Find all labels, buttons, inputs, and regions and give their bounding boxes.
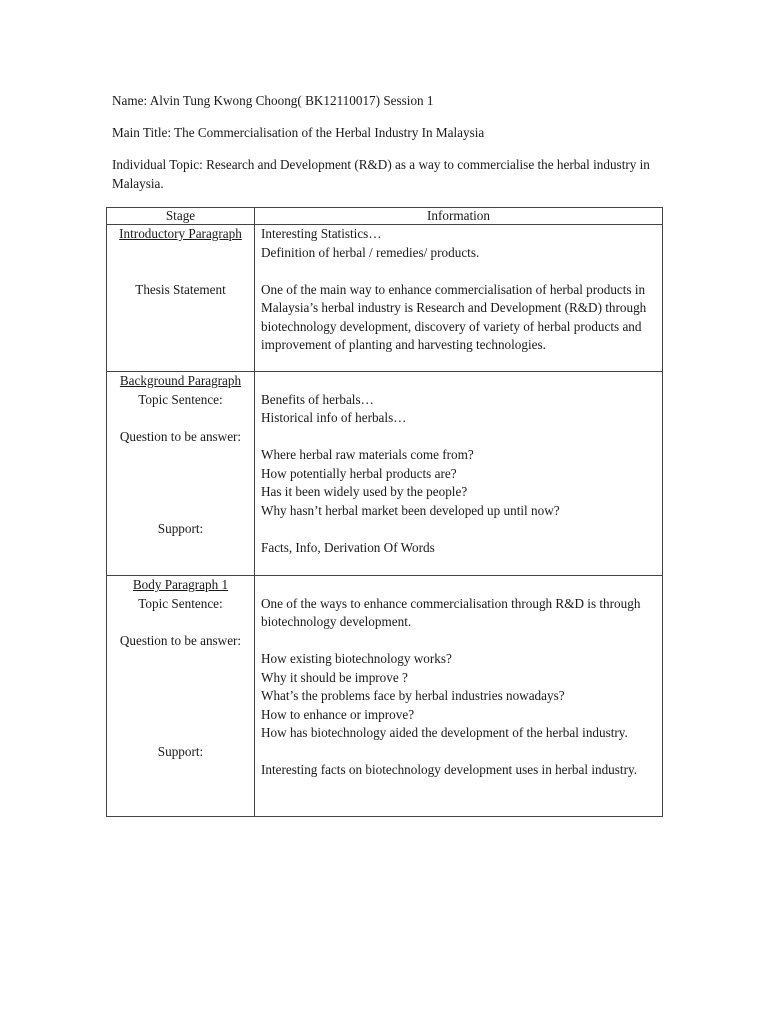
background-question-4: Why hasn’t herbal market been developed up until now? — [261, 502, 560, 518]
individual-topic-line: Individual Topic: Research and Development (R&D) as a way to commercialise the herbal industry in Malaysia. — [112, 157, 650, 191]
table-header-row — [107, 208, 663, 225]
background-stage-cell — [107, 372, 255, 576]
body1-question-5: How has biotechnology aided the development of the herbal industry. — [261, 725, 628, 740]
background-paragraph-heading: Background Paragraph — [119, 373, 242, 388]
background-support-text: Facts, Info, Derivation Of Words — [261, 539, 435, 555]
background-topic-benefits: Benefits of herbals… — [261, 391, 374, 407]
introductory-paragraph-row — [107, 225, 663, 372]
stage-column-header: Stage — [107, 208, 255, 225]
body1-question-3: What’s the problems face by herbal industries nowadays? — [261, 688, 565, 703]
background-paragraph-row — [107, 372, 663, 576]
introductory-info-cell — [255, 225, 663, 372]
body-paragraph-1-heading: Body Paragraph 1 — [132, 577, 229, 592]
body1-question-1: How existing biotechnology works? — [261, 651, 452, 666]
information-column-header: Information — [255, 208, 663, 225]
introductory-paragraph-heading: Introductory Paragraph — [119, 226, 242, 241]
background-info-cell — [255, 372, 663, 576]
intro-info-definition: Definition of herbal / remedies/ products. — [261, 244, 480, 260]
body1-support-text: Interesting facts on biotechnology development uses in herbal industry. — [261, 762, 637, 777]
body1-question-2: Why it should be improve ? — [261, 669, 408, 685]
body1-support-label: Support: — [157, 743, 204, 759]
body-paragraph-1-row — [107, 576, 663, 817]
student-name-line: Name: Alvin Tung Kwong Choong( BK12110017) Session 1 — [112, 93, 434, 108]
thesis-statement-text: One of the main way to enhance commercialisation of herbal products in Malaysia’s herbal industry is Research and Development (R&D) through biotechnology development, discovery of variety of herbal products and improvement of planting and harvesting technologies. — [261, 281, 647, 352]
background-question-1: Where herbal raw materials come from? — [261, 447, 474, 462]
background-question-3: Has it been widely used by the people? — [261, 484, 468, 499]
essay-plan-table — [106, 207, 663, 817]
background-topic-label: Topic Sentence: — [138, 391, 223, 407]
background-support-label: Support: — [157, 521, 204, 536]
background-question-2: How potentially herbal products are? — [261, 465, 457, 481]
body1-info-cell — [255, 576, 663, 817]
body1-question-4: How to enhance or improve? — [261, 706, 415, 722]
intro-info-statistics: Interesting Statistics… — [261, 226, 382, 241]
introductory-stage-cell — [107, 225, 255, 372]
body1-topic-label: Topic Sentence: — [138, 595, 223, 611]
thesis-statement-label: Thesis Statement — [135, 281, 226, 297]
main-title-line: Main Title: The Commercialisation of the Herbal Industry In Malaysia — [112, 125, 485, 140]
background-question-label: Question to be answer: — [119, 428, 242, 444]
body1-question-label: Question to be answer: — [119, 632, 242, 648]
body1-topic-sentence: One of the ways to enhance commercialisation through R&D is through biotechnology development. — [261, 595, 641, 629]
body1-stage-cell — [107, 576, 255, 817]
background-topic-history: Historical info of herbals… — [261, 410, 407, 425]
